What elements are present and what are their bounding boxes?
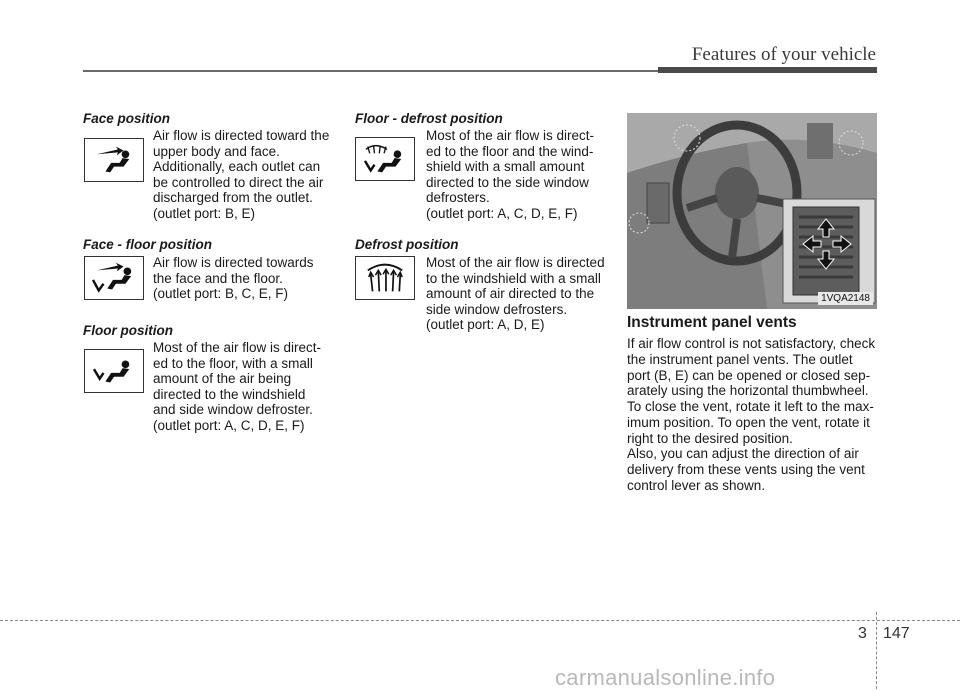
- page-number: 147: [883, 625, 910, 642]
- header-rule-accent: [658, 67, 877, 73]
- face-floor-position-desc: Air flow is directed towards the face and the floor. (outlet port: B, C, E, F): [153, 255, 314, 301]
- vents-heading: Instrument panel vents: [627, 314, 797, 331]
- watermark: carmanualsonline.info: [555, 665, 776, 690]
- footer-divider: [0, 620, 960, 621]
- face-floor-position-title: Face - floor position: [83, 237, 213, 252]
- face-floor-mode-icon: [84, 256, 144, 300]
- defrost-position-title: Defrost position: [355, 237, 459, 252]
- figure-code: 1VQA2148: [818, 292, 873, 305]
- defrost-mode-icon: [355, 256, 415, 300]
- header-title: Features of your vehicle: [691, 44, 876, 65]
- chapter-number: 3: [858, 625, 867, 642]
- face-position-title: Face position: [83, 111, 171, 126]
- floor-position-desc: Most of the air flow is direct- ed to the floor, with a small amount of the air being directed to the windshield and side window defroster. (outlet port: A, C, D, E, F): [153, 340, 322, 433]
- face-mode-icon: [84, 138, 144, 182]
- floor-mode-icon: [84, 349, 144, 393]
- floor-defrost-position-title: Floor - defrost position: [355, 111, 503, 126]
- vents-paragraph-2: Also, you can adjust the direction of air delivery from these vents using the vent control lever as shown.: [627, 446, 865, 493]
- floor-position-title: Floor position: [83, 323, 173, 338]
- floor-defrost-mode-icon: [355, 137, 415, 181]
- vents-paragraph-1: If air flow control is not satisfactory, check the instrument panel vents. The outlet port (B, E) can be opened or closed sep- arately using the horizontal thumbwheel. To close the vent, rotate it left to the max- imum position. To open the vent, rotate it right to the desired position.: [627, 336, 876, 446]
- face-position-desc: Air flow is directed toward the upper body and face. Additionally, each outlet can be controlled to direct the air discharged from the outlet. (outlet port: B, E): [153, 128, 330, 221]
- floor-defrost-position-desc: Most of the air flow is direct- ed to the floor and the wind- shield with a small amount directed to the side window defrosters. (outlet port: A, C, D, E, F): [426, 128, 595, 221]
- footer-page-divider: [876, 612, 877, 689]
- defrost-position-desc: Most of the air flow is directed to the windshield with a small amount of air directed to the side window defrosters. (outlet port: A, D, E): [426, 255, 605, 332]
- instrument-panel-photo: [627, 113, 877, 309]
